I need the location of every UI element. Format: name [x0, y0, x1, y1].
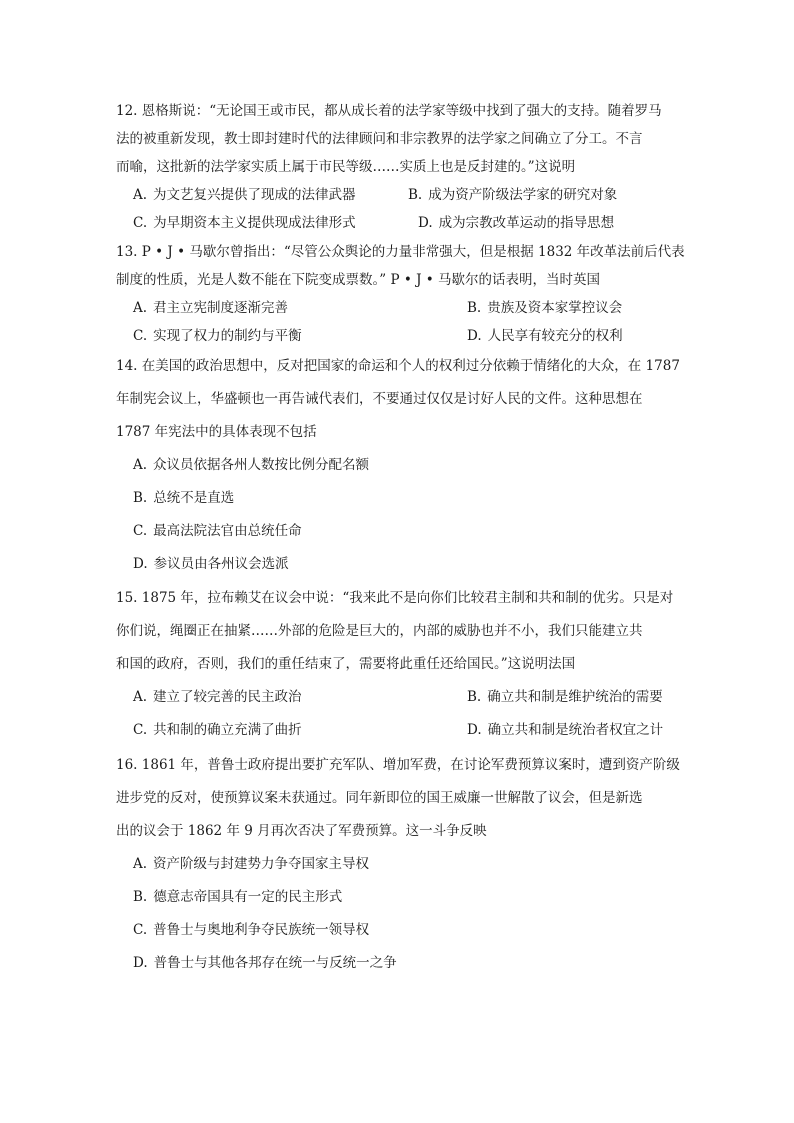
question-12	[116, 97, 684, 237]
option-label: A.	[133, 457, 148, 473]
question-13	[116, 238, 684, 350]
option-label: B.	[408, 187, 423, 203]
question-stem-line: 1787 年宪法中的具体表现不包括	[116, 424, 317, 440]
option-d[interactable]	[116, 548, 684, 581]
option-text: 总统不是直选	[153, 490, 235, 506]
question-stem-line: 14. 在美国的政治思想中，反对把国家的命运和个人的权利过分依赖于情绪化的大众，在 1787	[116, 358, 680, 374]
option-row	[116, 681, 684, 714]
option-row	[116, 322, 684, 350]
option-text: 参议员由各州议会选派	[153, 556, 289, 572]
option-b[interactable]	[116, 482, 684, 515]
option-text: 共和制的确立充满了曲折	[153, 722, 302, 738]
option-c[interactable]	[116, 209, 401, 237]
question-stem-line: 15. 1875 年，拉布赖艾在议会中说：“我来此不是向你们比较君主制和共和制的优劣。只是对	[116, 590, 674, 606]
option-row	[116, 181, 684, 209]
option-label: C.	[133, 722, 148, 738]
question-stem-line: 13. P • J • 马歇尔曾指出：“尽管公众舆论的力量非常强大，但是根据 1832 年改革法前后代表	[116, 244, 685, 260]
question-15	[116, 582, 684, 747]
option-text: 建立了较完善的民主政治	[153, 689, 302, 705]
option-label: D.	[133, 556, 148, 572]
option-label: A.	[133, 187, 148, 203]
option-row	[116, 294, 684, 322]
option-text: 普鲁士与其他各邦存在统一与反统一之争	[153, 955, 397, 971]
option-label: B.	[133, 490, 148, 506]
option-text: 为早期资本主义提供现成法律形式	[153, 215, 356, 231]
option-label: B.	[467, 689, 482, 705]
option-c[interactable]	[116, 322, 450, 350]
option-label: D.	[467, 722, 482, 738]
option-text: 为文艺复兴提供了现成的法律武器	[153, 187, 356, 203]
question-stem-line: 进步党的反对，使预算议案未获通过。同年新即位的国王威廉一世解散了议会，但是新选	[116, 790, 643, 806]
option-label: C.	[133, 328, 148, 344]
option-b[interactable]	[391, 181, 617, 209]
option-label: D.	[418, 215, 433, 231]
option-a[interactable]	[116, 449, 684, 482]
option-c[interactable]	[116, 914, 684, 947]
option-row	[116, 209, 684, 237]
option-text: 最高法院法官由总统任命	[153, 523, 302, 539]
option-d[interactable]	[450, 322, 623, 350]
question-stem-line: 出的议会于 1862 年 9 月再次否决了军费预算。这一斗争反映	[116, 823, 487, 839]
option-label: A.	[133, 689, 148, 705]
question-14	[116, 350, 684, 581]
question-16	[116, 749, 684, 980]
option-label: C.	[133, 215, 148, 231]
option-label: D.	[467, 328, 482, 344]
option-text: 资产阶级与封建势力争夺国家主导权	[153, 856, 370, 872]
option-label: B.	[133, 889, 148, 905]
option-text: 实现了权力的制约与平衡	[153, 328, 302, 344]
question-stem-line: 而喻，这批新的法学家实质上属于市民等级……实质上也是反封建的。”这说明	[116, 159, 576, 175]
option-c[interactable]	[116, 714, 450, 747]
option-b[interactable]	[450, 294, 622, 322]
option-row	[116, 714, 684, 747]
question-stem-line: 12. 恩格斯说：“无论国王或市民，都从成长着的法学家等级中找到了强大的支持。随着罗马	[116, 103, 662, 119]
option-text: 德意志帝国具有一定的民主形式	[153, 889, 343, 905]
option-d[interactable]	[116, 947, 684, 980]
option-d[interactable]	[401, 209, 614, 237]
option-label: A.	[133, 300, 148, 316]
option-text: 确立共和制是维护统治的需要	[487, 689, 663, 705]
option-text: 成为宗教改革运动的指导思想	[438, 215, 615, 231]
option-c[interactable]	[116, 515, 684, 548]
option-text: 确立共和制是统治者权宜之计	[487, 722, 664, 738]
option-label: C.	[133, 523, 148, 539]
option-text: 成为资产阶级法学家的研究对象	[428, 187, 618, 203]
option-label: D.	[133, 955, 148, 971]
option-b[interactable]	[450, 681, 663, 714]
option-text: 君主立宪制度逐渐完善	[153, 300, 289, 316]
option-a[interactable]	[116, 294, 450, 322]
question-stem-line: 和国的政府，否则，我们的重任结束了，需要将此重任还给国民。”这说明法国	[116, 656, 576, 672]
option-a[interactable]	[116, 681, 450, 714]
question-stem-line: 你们说，绳圈正在抽紧……外部的危险是巨大的，内部的威胁也并不小，我们只能建立共	[116, 623, 643, 639]
option-a[interactable]	[116, 181, 391, 209]
question-stem-line: 法的被重新发现，教士即封建时代的法律顾问和非宗教界的法学家之间确立了分工。不言	[116, 131, 643, 147]
option-a[interactable]	[116, 848, 684, 881]
option-d[interactable]	[450, 714, 663, 747]
option-text: 众议员依据各州人数按比例分配名额	[153, 457, 370, 473]
option-b[interactable]	[116, 881, 684, 914]
question-stem-line: 年制宪会议上，华盛顿也一再告诫代表们，不要通过仅仅是讨好人民的文件。这种思想在	[116, 391, 643, 407]
question-stem-line: 16. 1861 年，普鲁士政府提出要扩充军队、增加军费，在讨论军费预算议案时，遭到资产阶级	[116, 757, 680, 773]
option-text: 人民享有较充分的权利	[487, 328, 623, 344]
option-label: A.	[133, 856, 148, 872]
option-text: 贵族及资本家掌控议会	[487, 300, 623, 316]
option-text: 普鲁士与奥地利争夺民族统一领导权	[153, 922, 370, 938]
option-label: B.	[467, 300, 482, 316]
option-label: C.	[133, 922, 148, 938]
question-stem-line: 制度的性质，光是人数不能在下院变成票数。” P • J • 马歇尔的话表明，当时英国	[116, 272, 601, 288]
